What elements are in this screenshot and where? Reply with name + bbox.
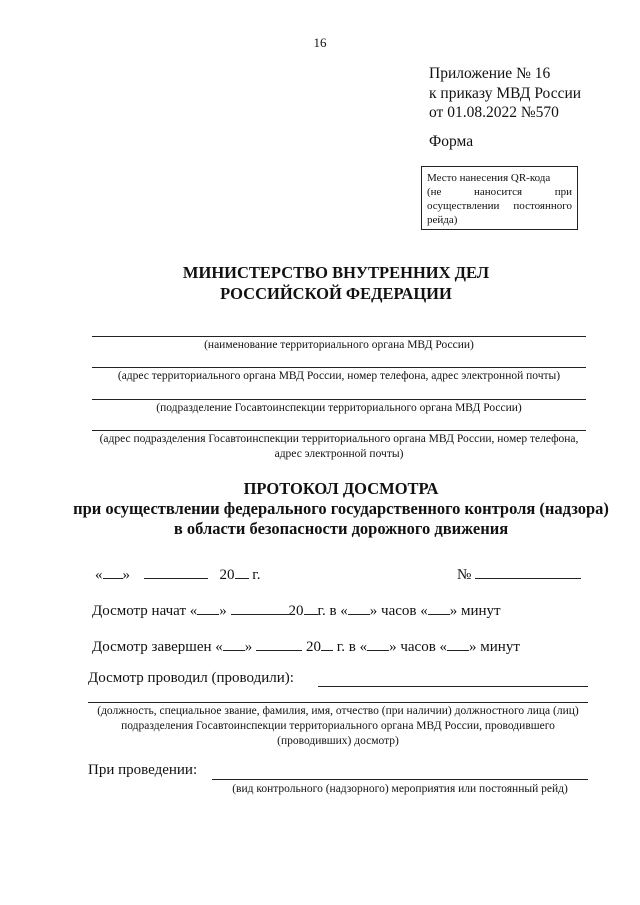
year-prefix: 20 [306,639,322,655]
year-suffix: г. [252,567,261,583]
protocol-number-blank[interactable] [475,564,581,579]
end-year-blank[interactable] [321,636,333,651]
qr-word: при [554,186,572,198]
quote-open: « [359,639,368,655]
qr-box-line-3 [427,199,572,213]
conducted-by-caption-line-3: (проводивших) досмотр) [277,735,399,747]
year-suffix: г. в [317,603,337,619]
territorial-body-line[interactable] [92,336,586,337]
qr-code-placeholder [421,166,578,230]
qr-box-line-2 [427,185,572,199]
gai-address-caption-line-2: адрес электронной почты) [274,448,404,460]
start-minutes-blank[interactable] [428,600,450,615]
hours-label: часов [400,639,436,655]
start-hours-blank[interactable] [348,600,370,615]
qr-word: (не [427,186,442,198]
start-year-blank[interactable] [304,600,318,615]
quote-close: » [389,639,397,655]
appendix-block [429,64,581,123]
during-line[interactable] [212,779,588,780]
year-suffix: г. в [336,639,356,655]
qr-word: осуществлении [427,200,500,212]
minutes-label: минут [480,639,520,655]
quote-close: » [369,603,378,619]
qr-box-line-4: рейда) [427,214,458,226]
start-day-blank[interactable] [197,600,219,615]
end-day-blank[interactable] [223,636,245,651]
end-minutes-blank[interactable] [447,636,469,651]
quote-close: » [469,639,477,655]
qr-box-line-1: Место нанесения QR-кода [427,172,551,184]
end-month-blank[interactable] [256,636,302,651]
inspection-end-row [92,636,520,656]
gai-address-caption [92,432,586,462]
end-hours-blank[interactable] [367,636,389,651]
gai-unit-caption: (подразделение Госавтоинспекции территориального органа МВД России) [156,402,522,414]
protocol-number [457,564,581,584]
page-number: 16 [313,35,327,50]
quote-open: « [420,603,428,619]
quote-close: » [449,603,458,619]
title-line-3: в области безопасности дорожного движения [173,519,509,538]
territorial-address-caption: (адрес территориального органа МВД России, номер телефона, адрес электронной почты) [117,370,561,382]
appendix-line-1: Приложение № 16 [429,65,551,82]
quote-close: » [244,639,253,655]
quote-close: » [122,567,130,583]
day-blank[interactable] [103,564,123,579]
inspection-start-label: Досмотр начат [92,603,186,619]
appendix-line-3: от 01.08.2022 №570 [429,104,559,121]
territorial-body-caption: (наименование территориального органа МВД России) [204,339,474,351]
conducted-by-line-1[interactable] [318,686,588,687]
year-prefix: 20 [219,567,235,583]
conducted-by-label: Досмотр проводил (проводили): [88,670,294,686]
during-caption: (вид контрольного (надзорного) мероприятия или постоянный рейд) [232,783,568,795]
qr-word: постоянного [513,200,572,212]
quote-open: « [439,639,448,655]
ministry-line-1: МИНИСТЕРСТВО ВНУТРЕННИХ ДЕЛ [182,263,490,282]
inspection-start-row [92,600,501,620]
conducted-by-caption-line-2: подразделения Госавтоинспекции территориального органа МВД России, проводившего [121,720,555,732]
qr-word: наносится [474,186,523,198]
gai-address-caption-line-1: (адрес подразделения Госавтоинспекции территориального органа МВД России, номер телефона, [99,433,579,445]
month-blank[interactable] [144,564,208,579]
hours-label: часов [381,603,417,619]
quote-close: » [219,603,227,619]
ministry-heading [0,262,640,304]
during-label: При проведении: [88,762,198,778]
year-prefix: 20 [288,603,304,619]
title-line-2: при осуществлении федерального государственного контроля (надзора) [73,499,609,518]
gai-unit-line[interactable] [92,399,586,400]
ministry-line-2: РОССИЙСКОЙ ФЕДЕРАЦИИ [220,284,452,303]
quote-open: « [95,567,103,583]
conducted-by-caption [88,704,588,749]
conducted-by-line-2[interactable] [88,702,588,703]
inspection-end-label: Досмотр завершен [92,639,212,655]
quote-open: « [215,639,223,655]
number-sign: № [457,567,472,583]
quote-open: « [340,603,348,619]
protocol-title [0,479,640,539]
start-month-blank[interactable] [231,600,289,615]
date-row [95,564,260,584]
form-label: Форма [429,133,474,150]
conducted-by-caption-line-1: (должность, специальное звание, фамилия, имя, отчество (при наличии) должностного лица (лиц) [97,705,579,717]
year-blank[interactable] [235,564,249,579]
quote-open: « [189,603,198,619]
title-line-1: ПРОТОКОЛ ДОСМОТРА [243,479,439,498]
minutes-label: минут [461,603,501,619]
gai-address-line[interactable] [92,430,586,431]
appendix-line-2: к приказу МВД России [429,84,582,102]
territorial-address-line[interactable] [92,367,586,368]
